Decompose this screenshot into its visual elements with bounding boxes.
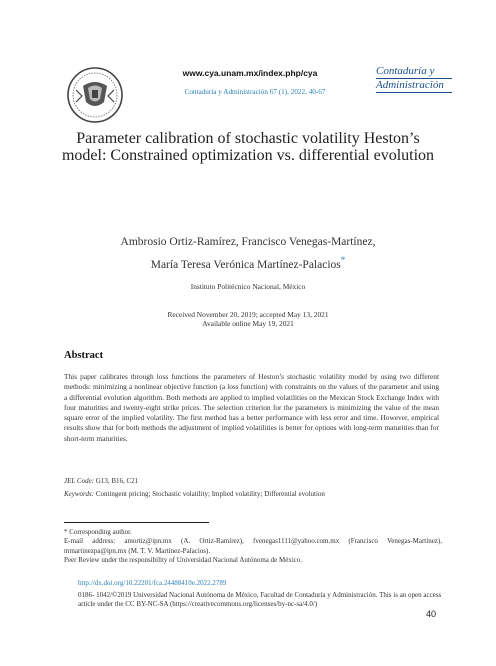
keywords-label: Keywords: [64,490,95,498]
authors-line1: Ambrosio Ortiz-Ramírez, Francisco Venegas-Martínez, [120,236,376,248]
peer-review-note: Peer Review under the responsibility of Universidad Nacional Autónoma de México. [64,555,303,564]
corresponding-note-text: Corresponding author. [69,528,132,536]
affiliation: Instituto Politécnico Nacional, México [190,282,306,291]
keywords [64,490,444,498]
unam-seal-logo [66,66,124,124]
logo-rule-bottom [376,92,452,93]
authors-line2 [60,251,436,274]
keywords-values: Contingent pricing; Stochastic volatility; Implied volatility; Differential evolution [95,490,325,498]
available-date: Available online May 19, 2021 [202,319,294,328]
footnote-divider [64,522,209,523]
footnotes [64,528,442,565]
doi-link[interactable]: http://dx.doi.org/10.22201/fca.24488410e.2022.2789 [78,579,227,587]
logo-line1: Contaduría y [376,65,435,77]
copyright-notice: 0186- 1042/©2019 Universidad Nacional Autónoma de México, Facultad de Contaduría y Administración. This is an open access article under the CC BY-NC-SA (https://creativecommons.org/licenses/by-nc-sa/4.0/) [78,591,442,609]
corresponding-note [64,528,442,537]
abstract-heading: Abstract [64,350,104,361]
author-list [60,233,436,274]
journal-logo [376,66,456,102]
authors-line2-text: María Teresa Verónica Martínez-Palacios [150,258,341,271]
footnote-marker: * [64,528,68,536]
journal-citation: Contaduría y Administración 67 (1), 2022, 40-67 [184,88,326,96]
received-date: Received November 20, 2019; accepted May 13, 2021 [167,310,329,319]
jel-values: G13, B16, C21 [95,477,139,485]
article-title: Parameter calibration of stochastic volatility Heston’s model: Constrained optimization vs. differential evolution [61,130,435,164]
email-addresses: E-mail address: amortiz@ipn.mx (A. Ortiz-Ramírez), fvenegas1111@yahoo.com.mx (Francisco Venegas-Martínez), mmartinezpa@ipn.mx (M. T. V. Martínez-Palacios). [64,537,442,555]
jel-codes [64,477,138,485]
corresponding-author-marker[interactable]: * [340,255,346,265]
article-dates [60,310,436,328]
logo-line2: Administración [376,79,444,91]
abstract-text: This paper calibrates through loss functions the parameters of Heston’s stochastic volatility model by using two different methods: minimizing a nonlinear objective function (a loss function) with constraints on the values of the parameter and using a differential evolution algorithm. Both methods are applied to implied volatilities on the Mexican Stock Exchange Index with four maturities and twenty-eight strike prices. The selection criterion for the parameters is minimizing the value of the mean square error of the implied volatility. The first method has a better performance with less error and time. However, empirical results show that for both methods the adjustment of implied volatilities is better for options with long-term maturities than for short-term maturities. [64,372,439,443]
jel-label: JEL Code: [64,477,95,485]
journal-site-url[interactable]: www.cya.unam.mx/index.php/cya [182,68,318,78]
page-number: 40 [426,609,437,619]
